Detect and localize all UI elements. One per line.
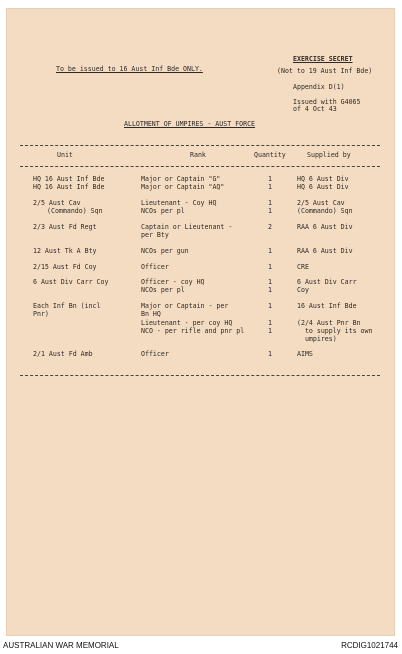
row-supplied-by: Coy (297, 286, 309, 294)
row-quantity: 1 (268, 247, 272, 255)
row-rank: NCOs per pl (141, 207, 185, 215)
row-rank: per Bty (141, 231, 169, 239)
header-rule (20, 166, 380, 167)
archive-reference: RCDIG1021744 (341, 641, 398, 650)
row-quantity: 1 (268, 319, 272, 327)
row-supplied-by: 2/5 Aust Cav (297, 199, 345, 207)
row-quantity: 2 (268, 223, 272, 231)
archive-name: AUSTRALIAN WAR MEMORIAL (3, 641, 119, 650)
row-unit: 2/15 Aust Fd Coy (33, 263, 97, 271)
row-unit: Pnr) (33, 310, 49, 318)
col-header-unit: Unit (57, 151, 73, 159)
row-unit: 6 Aust Div Carr Coy (33, 278, 109, 286)
col-header-rank: Rank (190, 151, 206, 159)
row-supplied-by: HQ 6 Aust Div (297, 183, 349, 191)
row-supplied-by: (Commando) Sqn (297, 207, 353, 215)
row-supplied-by: to supply its own (297, 327, 373, 335)
row-supplied-by: CRE (297, 263, 309, 271)
col-header-supplied-by: Supplied by (307, 151, 351, 159)
row-quantity: 1 (268, 207, 272, 215)
row-unit: HQ 16 Aust Inf Bde (33, 175, 105, 183)
classification-label: EXERCISE SECRET (293, 55, 353, 63)
row-supplied-by: 6 Aust Div Carr (297, 278, 357, 286)
row-rank: Major or Captain "AQ" (141, 183, 225, 191)
row-supplied-by: RAA 6 Aust Div (297, 247, 353, 255)
row-supplied-by: 16 Aust Inf Bde (297, 302, 357, 310)
row-rank: Captain or Lieutenant - (141, 223, 233, 231)
appendix-label: Appendix D(1) (293, 83, 345, 91)
row-supplied-by: umpires) (297, 335, 337, 343)
row-unit: 2/5 Aust Cav (33, 199, 81, 207)
row-rank: NCOs per gun (141, 247, 189, 255)
row-quantity: 1 (268, 302, 272, 310)
row-quantity: 1 (268, 286, 272, 294)
row-rank: Officer (141, 263, 169, 271)
row-rank: NCOs per pl (141, 286, 185, 294)
row-quantity: 1 (268, 183, 272, 191)
issued-with-date: of 4 Oct 43 (293, 105, 337, 113)
row-unit: Each Inf Bn (incl (33, 302, 101, 310)
row-unit: 12 Aust Tk A Bty (33, 247, 97, 255)
issued-to-line: To be issued to 16 Aust Inf Bde ONLY. (56, 65, 203, 73)
row-unit: (Commando) Sqn (47, 207, 103, 215)
row-quantity: 1 (268, 175, 272, 183)
row-rank: Lieutenant - per coy HQ (141, 319, 233, 327)
row-quantity: 1 (268, 199, 272, 207)
top-rule (20, 145, 380, 146)
row-quantity: 1 (268, 263, 272, 271)
page-title: ALLOTMENT OF UMPIRES - AUST FORCE (124, 120, 256, 128)
row-quantity: 1 (268, 327, 272, 335)
row-unit: 2/1 Aust Fd Amb (33, 350, 93, 358)
row-supplied-by: RAA 6 Aust Div (297, 223, 353, 231)
row-unit: HQ 16 Aust Inf Bde (33, 183, 105, 191)
row-supplied-by: HQ 6 Aust Div (297, 175, 349, 183)
row-rank: Lieutenant - Coy HQ (141, 199, 217, 207)
row-supplied-by: AIMS (297, 350, 313, 358)
row-rank: Officer (141, 350, 169, 358)
bottom-rule (20, 375, 380, 376)
row-quantity: 1 (268, 278, 272, 286)
row-rank: Major or Captain - per (141, 302, 229, 310)
row-rank: Bn HQ (141, 310, 161, 318)
row-supplied-by: (2/4 Aust Pnr Bn (297, 319, 361, 327)
row-rank: Major or Captain "G" (141, 175, 221, 183)
row-quantity: 1 (268, 350, 272, 358)
row-rank: NCO - per rifle and pnr pl (141, 327, 245, 335)
row-unit: 2/3 Aust Fd Regt (33, 223, 97, 231)
not-to-line: (Not to 19 Aust Inf Bde) (277, 67, 373, 75)
row-rank: Officer - coy HQ (141, 278, 205, 286)
col-header-quantity: Quantity (254, 151, 286, 159)
archive-footer (0, 636, 402, 654)
issued-with-line: Issued with G4065 (293, 98, 361, 106)
